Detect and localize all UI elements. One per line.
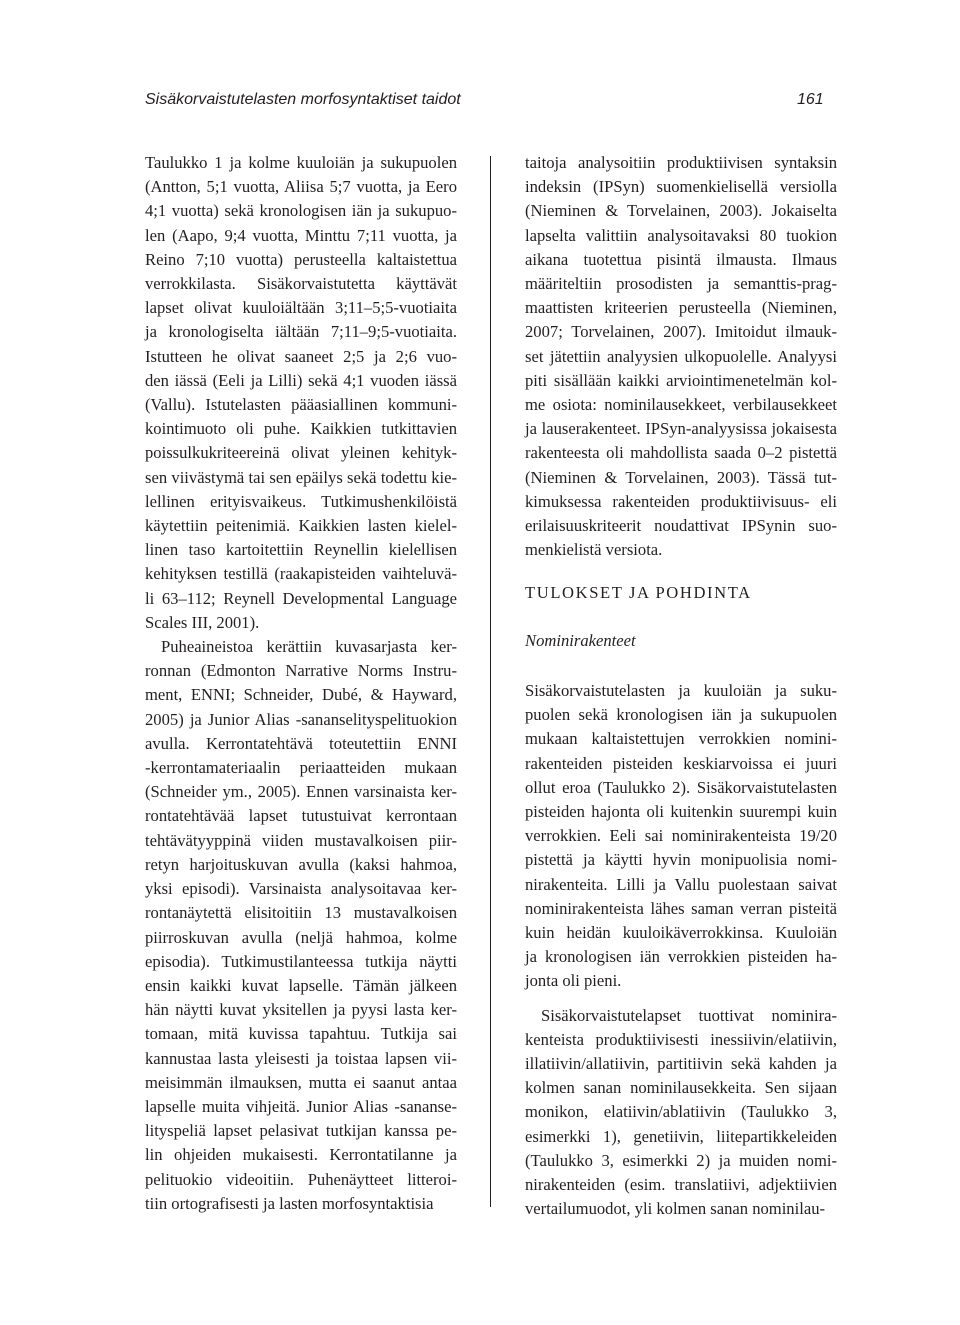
- text-line: set jätettiin analyysien ulkopuolelle. Analyysi: [525, 346, 837, 366]
- text-line: vertailumuodot, yli kolmen sanan nominilau-: [525, 1199, 826, 1219]
- right-column-bottom: [525, 679, 837, 1221]
- text-line: Taulukko 1 ja kolme kuuloiän ja sukupuolen: [145, 153, 457, 172]
- text-line: kolmen sanan nominilausekkeita. Sen sijaan: [525, 1078, 837, 1098]
- text-line: poissulkukriteereinä olivat yleinen kehityk-: [145, 443, 457, 463]
- text-line: ronnan (Edmonton Narrative Norms Instru-: [145, 661, 457, 681]
- text-line: menkielistä versiota.: [525, 540, 663, 560]
- text-line: verrokkien. Eeli sai nominirakenteista 19/20: [525, 826, 837, 846]
- text-line: maattisten kriteerien perusteella (Nieminen,: [525, 298, 837, 318]
- left-column: [145, 151, 457, 1216]
- text-line: linen taso kartoitettiin Reynellin kielellisen: [145, 540, 457, 560]
- text-line: (Nieminen & Torvelainen, 2003). Tässä tut-: [525, 467, 837, 487]
- text-line: Puheaineistoa kerättiin kuvasarjasta ker-: [161, 637, 457, 657]
- text-line: ollut eroa (Taulukko 2). Sisäkorvaistutelasten: [525, 777, 837, 797]
- text-line: tehtävätyyppinä viiden mustavalkoisen piir-: [145, 830, 457, 850]
- paragraph-nominal-results: [525, 679, 837, 994]
- text-line: (Schneider ym., 2005). Ennen varsinaista ker-: [145, 782, 457, 802]
- text-line: rontanäytettä elisitoitiin 13 mustavalkoisen: [145, 903, 457, 923]
- text-line: hän näytti kuvat yksitellen ja pyysi lasta ker-: [145, 1000, 457, 1020]
- text-line: lapselta valittiin analysoitavaksi 80 tuokion: [525, 225, 837, 245]
- text-line: monikon, elatiivin/ablatiivin (Taulukko 3,: [525, 1102, 837, 1122]
- text-line: -kerrontamateriaalin periaatteiden mukaan: [145, 758, 457, 778]
- running-header-title: Sisäkorvaistutelasten morfosyntaktiset taidot: [145, 91, 461, 108]
- text-line: Istutteen he olivat saaneet 2;5 ja 2;6 vuo-: [145, 346, 457, 366]
- text-line: Sisäkorvaistutelasten ja kuuloiän ja suku-: [525, 681, 837, 700]
- text-line: den iässä (Eeli ja Lilli) sekä 4;1 vuoden iässä: [145, 370, 457, 390]
- text-line: kimuksessa rakenteiden produktiivisuus- eli: [525, 491, 837, 511]
- text-line: pisteiden hajonta oli kuitenkin suurempi kuin: [525, 802, 837, 822]
- text-line: verrokkilasta. Sisäkorvaistutetta käyttävät: [145, 274, 457, 294]
- text-line: rontatehtävää lapset tutustuivat kerrontaan: [145, 806, 457, 826]
- text-line: esimerkki 1), genetiivin, liitepartikkeleiden: [525, 1126, 837, 1146]
- text-line: meisimmän ilmauksen, mutta ei saanut antaa: [145, 1072, 457, 1092]
- text-line: jonta oli pieni.: [525, 971, 622, 991]
- text-line: Reino 7;10 vuotta) perusteella kaltaistettua: [145, 249, 457, 269]
- text-line: tomaan, mitä kuvissa tapahtuu. Tutkija sai: [145, 1024, 457, 1044]
- text-line: (Taulukko 3, esimerkki 2) ja muiden nomi-: [525, 1150, 837, 1170]
- paragraph-data-collection: [145, 635, 457, 1216]
- text-line: kuin heidän kuuloikäverrokkinsa. Kuuloiän: [525, 923, 837, 943]
- text-line: ja kronologiselta iältään 7;11–9;5-vuotiaita.: [145, 322, 457, 342]
- text-line: (Nieminen & Torvelainen, 2003). Jokaiselta: [525, 201, 837, 221]
- text-line: 4;1 vuotta) sekä kronologisen iän ja sukupuo-: [145, 201, 457, 221]
- text-line: ensin kaikki kuvat lapselle. Tämän jälkeen: [145, 975, 457, 995]
- text-line: piirroskuvan avulla (neljä hahmoa, kolme: [145, 927, 457, 947]
- text-line: pelituokio videoitiin. Puhenäytteet litteroi-: [145, 1169, 457, 1189]
- text-line: rakenteesta oli mahdollista saada 0–2 pistettä: [525, 443, 837, 463]
- text-line: kannustaa lasta yleisesti ja toistaa lapsen vii-: [145, 1048, 457, 1068]
- text-line: retyn harjoituskuvan avulla (kaksi hahmoa,: [145, 854, 457, 874]
- text-line: indeksin (IPSyn) suomenkielisellä versiolla: [525, 177, 837, 197]
- text-line: nirakenteita. Lilli ja Vallu puolestaan saivat: [525, 874, 837, 894]
- column-divider: [490, 156, 491, 1207]
- text-line: nominirakenteista lähes saman verran pisteitä: [525, 898, 837, 918]
- text-line: rakenteiden pisteiden keskiarvoissa ei juuri: [525, 753, 837, 773]
- section-heading: TULOKSET JA POHDINTA: [525, 583, 752, 602]
- text-line: kointimuoto oli puhe. Kaikkien tutkittavien: [145, 419, 457, 439]
- subsection-heading: Nominirakenteet: [525, 631, 636, 650]
- text-line: Sisäkorvaistutelapset tuottivat nominira-: [541, 1005, 837, 1025]
- text-line: tiin ortografisesti ja lasten morfosyntaktisia: [145, 1193, 434, 1213]
- text-line: mukaan kaltaistettujen verrokkien nomini-: [525, 729, 837, 749]
- text-line: 2007; Torvelainen, 2007). Imitoidut ilmauk-: [525, 322, 837, 342]
- text-line: episodia). Tutkimustilanteessa tutkija näytti: [145, 951, 457, 971]
- text-line: puolen sekä kronologisen iän ja sukupuolen: [525, 705, 837, 725]
- text-line: li 63–112; Reynell Developmental Language: [145, 588, 457, 608]
- text-line: käytettiin peitenimiä. Kaikkien lasten kielel-: [145, 516, 457, 536]
- paragraph-ipsyn-analysis: [525, 151, 837, 562]
- text-line: lellinen erityisvaikeus. Tutkimushenkilöistä: [145, 491, 457, 511]
- text-line: kenteista produktiivisesti inessiivin/elatiivin,: [525, 1029, 837, 1049]
- right-column-top: [525, 151, 837, 562]
- text-line: lapset olivat kuuloiältään 3;11–5;5-vuotiaita: [145, 298, 457, 318]
- text-line: Scales III, 2001).: [145, 612, 260, 632]
- text-line: sen viivästymä tai sen epäilys sekä todettu kie-: [145, 467, 457, 487]
- page-number: 161: [797, 91, 824, 108]
- text-line: lapselle muita vihjeitä. Junior Alias -sananse-: [145, 1096, 457, 1116]
- text-line: 2005) ja Junior Alias -sananselityspelituokion: [145, 709, 457, 729]
- text-line: pistettä ja käytti hyvin monipuolisia nomi-: [525, 850, 837, 870]
- paragraph-nominal-productive: [525, 1004, 837, 1222]
- text-line: me osiota: nominilausekkeet, verbilausekkeet: [525, 395, 837, 415]
- text-line: piti sisällään kaikki arviointimenetelmän kol-: [525, 370, 837, 390]
- text-line: aikana tuotettua pisintä ilmausta. Ilmaus: [525, 249, 837, 269]
- text-line: kehityksen testillä (raakapisteiden vaihteluvä-: [145, 564, 457, 584]
- text-line: (Antton, 5;1 vuotta, Aliisa 5;7 vuotta, ja Eero: [145, 177, 457, 197]
- text-line: erilaisuuskriteerit noudattivat IPSynin suo-: [525, 516, 837, 536]
- text-line: lin ohjeiden mukaisesti. Kerrontatilanne ja: [145, 1145, 457, 1165]
- text-line: ja lauserakenteet. IPSyn-analyysissa jokaisesta: [525, 419, 837, 439]
- text-line: nirakenteiden (esim. translatiivi, adjektiivien: [525, 1175, 837, 1195]
- text-line: avulla. Kerrontatehtävä toteutettiin ENNI: [145, 733, 457, 753]
- text-line: ja kronologisen iän verrokkien pisteiden ha-: [525, 947, 837, 967]
- text-line: ment, ENNI; Schneider, Dubé, & Hayward,: [145, 685, 457, 705]
- text-line: illatiivin/allatiivin, partitiivin sekä kahden ja: [525, 1054, 837, 1074]
- text-line: (Vallu). Istutelasten pääasiallinen kommuni-: [145, 395, 457, 415]
- text-line: len (Aapo, 9;4 vuotta, Minttu 7;11 vuotta, ja: [145, 225, 457, 245]
- text-line: taitoja analysoitiin produktiivisen syntaksin: [525, 153, 837, 172]
- text-line: määriteltiin prosodisten ja semanttis-prag-: [525, 274, 837, 294]
- text-line: yksi episodi). Varsinaista analysoitavaa ker-: [145, 879, 457, 899]
- text-line: lityspeliä lapset pelasivat tutkijan kanssa pe-: [145, 1121, 457, 1141]
- paragraph-participants: [145, 151, 457, 635]
